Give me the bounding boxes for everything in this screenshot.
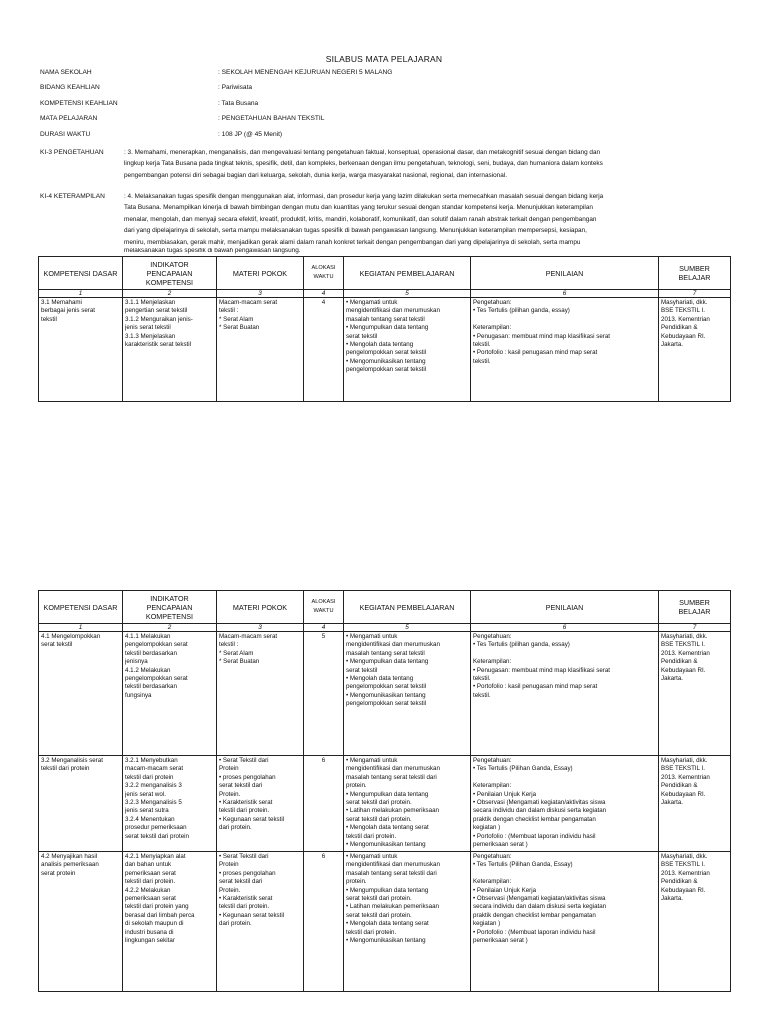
cell-line: • Tes Tertulis (pilihan ganda, essay) (473, 641, 570, 649)
cell-line: Kebudayaan RI. (661, 790, 706, 798)
cell-line: • Tes Tertulis (Pilihan Ganda, Essay) (473, 765, 573, 773)
cell-line: * Serat Alam (219, 315, 254, 323)
cell-line: masalah tentang serat tekstil dari (346, 869, 437, 877)
cell-sumber-belajar (659, 756, 731, 852)
cell-line: Masyhariati, dkk. (661, 757, 708, 764)
cell-line: • Tes Tertulis (pilihan ganda, essay) (473, 307, 570, 315)
ki3-line: lingkup kerja Tata Busana pada tingkat teknis, spesifik, detil, dan kompleks, berkenaan dengan ilmu pengetahuan, teknologi, seni, budaya, dan humaniora dalam konteks (124, 160, 603, 168)
cell-line: • Karakteristik serat (219, 799, 273, 807)
cell-alokasi-waktu: 6 (304, 852, 344, 992)
syllabus-table-2 (38, 590, 731, 992)
cell-line: di sekolah maupun di (125, 920, 184, 928)
cell-line: pengelompokkan serat (125, 675, 188, 683)
cell-penilaian (471, 298, 659, 402)
cell-line: mengidentifikasi dan merumuskan (346, 307, 440, 315)
meta-label-subject: MATA PELAJARAN (40, 115, 98, 122)
cell-line: Pendidikan & (661, 324, 698, 332)
cell-line: Macam-macam serat (219, 299, 278, 306)
cell-line: dari protein. (219, 824, 252, 832)
cell-line: 3.2.4 Menentukan (125, 815, 175, 823)
cell-line: Pengetahuan: (473, 299, 512, 306)
cell-line: tekstil dari protein. (219, 807, 270, 815)
cell-line: 4.2.2 Melakukan (125, 886, 171, 894)
cell-line: • Penugasan: membuat mind map klasifikasi serat (473, 332, 610, 340)
cell-line: BSE TEKSTIL I. (661, 307, 706, 315)
column-number: 4 (304, 624, 344, 632)
column-number: 1 (39, 290, 123, 298)
cell-line: fungsinya (125, 691, 152, 699)
cell-line: • Mengumpulkan data tentang (346, 886, 429, 894)
cell-line: Jakarta. (661, 341, 684, 349)
column-number: 7 (659, 290, 731, 298)
meta-value-subject: : PENGETAHUAN BAHAN TEKSTIL (218, 115, 325, 122)
cell-alokasi-waktu: 5 (304, 632, 344, 756)
cell-line: • Portofolio : kasil penugasan mind map serat (473, 683, 598, 691)
cell-materi-pokok (217, 632, 304, 756)
cell-line: 2013. Kementrian (661, 315, 710, 323)
header-materi-pokok: MATERI POKOK (217, 257, 304, 290)
cell-line: • proses pengolahan (219, 869, 276, 877)
header-indikator-line: INDIKATOR (150, 593, 189, 603)
cell-line: Keterampilan: (473, 782, 512, 790)
cell-sumber-belajar (659, 298, 731, 402)
column-number: 3 (217, 290, 304, 298)
meta-value-school: : SEKOLAH MENENGAH KEJURUAN NEGERI 5 MALANG (218, 69, 393, 76)
cell-line: tekstil berdasarkan (125, 649, 177, 657)
cell-materi-pokok (217, 852, 304, 992)
ki4-text (124, 191, 728, 254)
cell-line: • Mengumpulkan data tentang (346, 658, 429, 666)
cell-line: Jakarta. (661, 675, 684, 683)
header-indikator-line: KOMPETENSI (145, 277, 194, 287)
cell-line: • Mengamati untuk (346, 633, 398, 640)
cell-line: Kebudayaan RI. (661, 666, 706, 674)
cell-line: • Mengomunikasikan tentang (346, 691, 426, 699)
cell-line: Macam-macam serat (219, 633, 278, 640)
cell-line: serat tekstil dari (219, 782, 263, 790)
header-indikator-line: KOMPETENSI (145, 611, 194, 621)
header-indikator-line: PENCAPAIAN (146, 268, 193, 278)
ki4-line: melaksanakan tugas spesifik di bawah pengawasan langsung. (124, 248, 301, 255)
cell-line: • Mengumpulkan data tentang (346, 790, 429, 798)
cell-line (473, 870, 656, 878)
cell-line: Keterampilan: (473, 878, 512, 886)
header-indikator-line: PENCAPAIAN (146, 602, 193, 612)
header-penilaian: PENILAIAN (471, 257, 659, 290)
cell-kegiatan (344, 298, 471, 402)
cell-line: serat tekstil (346, 332, 378, 340)
ki4-line: meniru, membiasakan, gerak mahir, menjadikan gerak alami dalam ranah konkret terkait dengan pengembangan dari yang dipelajarinya di sekolah, serta mampu (124, 238, 581, 246)
cell-line: pemeriksaan serat ) (473, 937, 528, 945)
cell-line: masalah tentang serat tekstil dari (346, 773, 437, 781)
cell-line: • Penugasan: membuat mind map klasifikasi serat (473, 666, 610, 674)
cell-line: analisis pemeriksaan (41, 861, 99, 869)
cell-line: • Observasi (Mengamati kegiatan/aktivitas siswa (473, 895, 606, 903)
cell-line: tekstil. (473, 341, 491, 349)
header-kompetensi-dasar: KOMPETENSI DASAR (39, 257, 123, 290)
column-number: 6 (471, 624, 659, 632)
cell-line: Jakarta. (661, 799, 684, 807)
document-title: SILABUS MATA PELAJARAN (325, 54, 443, 64)
cell-line: 4.1.2 Melakukan (125, 666, 171, 674)
cell-line: • Mengomunikasikan tentang (346, 841, 426, 849)
cell-line: • Penilaian Unjuk Kerja (473, 790, 537, 798)
ki4-label: KI-4 KETERAMPILAN (40, 193, 105, 200)
cell-kegiatan (344, 756, 471, 852)
cell-line: secara individu dan dalam diskusi serta kegiatan (473, 903, 607, 911)
cell-line: serat tekstil dari protein. (346, 911, 412, 919)
cell-line: pengelompokkan serat tekstil (346, 700, 427, 708)
cell-line: 3.1.1 Menjelaskan (125, 299, 176, 306)
cell-line: • Mengamati untuk (346, 757, 398, 764)
cell-kompetensi-dasar (39, 298, 123, 402)
header-sumber-belajar (659, 257, 731, 290)
cell-line: • Karakteristik serat (219, 895, 273, 903)
cell-line: 4.1 Mengelompokkan (41, 633, 101, 640)
cell-line: • Latihan melakukan pemeriksaan (346, 807, 439, 815)
cell-line: Kebudayaan RI. (661, 886, 706, 894)
cell-line: tekstil dari protein (41, 765, 90, 773)
table-row (39, 298, 731, 402)
cell-line: • Mengolah data tentang serat (346, 920, 429, 928)
cell-line: berbagai jenis serat (41, 307, 96, 315)
cell-line: serat tekstil (346, 666, 378, 674)
cell-line: mengidentifikasi dan merumuskan (346, 641, 440, 649)
cell-line: praktik dengan checklist lembar pengamatan (473, 911, 596, 919)
cell-line: * Serat Alam (219, 649, 254, 657)
cell-line: tekstil dari protein. (125, 878, 176, 886)
ki4-line: Tata Busana. Menampilkan kinerja di bawah bimbingan dengan mutu dan kuantitas yang terukur sesuai dengan standar kompetensi kerja. Menunjukkan keterampilan (124, 204, 593, 212)
cell-line: Pendidikan & (661, 658, 698, 666)
cell-line: masalah tentang serat tekstil (346, 649, 425, 657)
cell-line: 3.2.3 Menganalisis 5 (125, 799, 182, 807)
cell-line: pengelompokkan serat tekstil (346, 349, 427, 357)
cell-sumber-belajar (659, 632, 731, 756)
cell-line: • Observasi (Mengamati kegiatan/aktivitas siswa (473, 799, 606, 807)
ki4-line: dari yang dipelajarinya di sekolah, serta mampu melaksanakan tugas spesifik di bawah pengawasan langsung. Menunjukkan keterampilan mempersepsi, kesiapan, (124, 227, 587, 235)
cell-line: 3.1 Memahami (41, 299, 82, 306)
header-alokasi-line: ALOKASI (311, 599, 336, 605)
cell-line: 4.2.1 Menyiapkan alat (125, 853, 186, 860)
cell-line: tekstil dari protein (125, 773, 174, 781)
cell-line: Keterampilan: (473, 658, 512, 666)
cell-line: serat tekstil dari protein. (346, 895, 412, 903)
cell-materi-pokok (217, 298, 304, 402)
cell-line: tekstil. (473, 357, 491, 365)
cell-line: Masyhariati, dkk. (661, 853, 708, 860)
syllabus-table-1 (38, 256, 731, 402)
cell-line: tekstil dari protein yang (125, 903, 189, 911)
cell-indikator (123, 756, 217, 852)
cell-line: Protein (219, 765, 239, 773)
ki4-line: menalar, mengolah, dan menyaji secara efektif, kreatif, produktif, kritis, mandiri, kolaboratif, komunikatif, dan solutif dalam ranah abstrak terkait dengan pengembangan (124, 215, 597, 223)
cell-line: serat protein (41, 869, 76, 877)
column-number: 5 (344, 624, 471, 632)
cell-line: pengelompokkan serat tekstil (346, 683, 427, 691)
cell-indikator (123, 852, 217, 992)
cell-line: 4.1.1 Melakukan (125, 633, 171, 640)
cell-line: tekstil : (219, 307, 239, 315)
cell-line: karakteristik serat tekstil (125, 341, 192, 349)
cell-indikator (123, 298, 217, 402)
table-row (39, 756, 731, 852)
ki3-text (124, 147, 728, 181)
column-number: 6 (471, 290, 659, 298)
cell-line: Protein. (219, 790, 241, 798)
cell-line: tekstil dari protein. (219, 903, 270, 911)
cell-line: Jakarta. (661, 895, 684, 903)
cell-line: Pengetahuan: (473, 757, 512, 764)
cell-line: kegiatan ) (473, 920, 501, 928)
cell-line: • Mengamati untuk (346, 853, 398, 860)
cell-line: lingkungan sekitar (125, 937, 175, 945)
cell-line: secara individu dan dalam diskusi serta kegiatan (473, 807, 607, 815)
cell-line: dan bahan untuk (125, 861, 172, 869)
cell-line: pengelompokkan serat (125, 641, 188, 649)
header-alokasi-line: ALOKASI (311, 265, 336, 271)
cell-line: Pendidikan & (661, 782, 698, 790)
cell-kegiatan (344, 632, 471, 756)
cell-alokasi-waktu: 6 (304, 756, 344, 852)
cell-line: • Mengomunikasikan tentang (346, 937, 426, 945)
table-row (39, 852, 731, 992)
cell-line: 3.1.3 Menjelaskan (125, 332, 176, 340)
cell-line: prosedur pemeriksaan (125, 824, 187, 832)
ki3-line: : 3. Memahami, menerapkan, menganalisis, dan mengevaluasi tentang pengetahuan faktual, konseptual, operasional dasar, dan metakognitif sesuai dengan bidang dan (124, 149, 601, 156)
cell-line: • Mengolah data tentang (346, 675, 414, 683)
column-number: 1 (39, 624, 123, 632)
cell-line: * Serat Buatan (219, 658, 260, 666)
cell-line: praktik dengan checklist lembar pengamatan (473, 815, 596, 823)
cell-line: jenisnya (125, 658, 148, 666)
cell-line: dari protein. (219, 920, 252, 928)
cell-line: BSE TEKSTIL I. (661, 765, 706, 773)
cell-line: Protein. (219, 886, 241, 894)
column-number: 7 (659, 624, 731, 632)
cell-line: Masyhariati, dkk. (661, 633, 708, 640)
cell-line: pengertian serat tekstil (125, 307, 188, 315)
cell-line: Masyhariati, dkk. (661, 299, 708, 306)
cell-kompetensi-dasar (39, 632, 123, 756)
cell-line (473, 316, 656, 324)
cell-line: serat tekstil dari (219, 878, 263, 886)
cell-line: • Mengolah data tentang serat (346, 824, 429, 832)
cell-line: • Serat Tekstil dari (219, 757, 269, 764)
cell-line (473, 774, 656, 782)
header-sumber-line: BELAJAR (678, 273, 711, 282)
cell-line: protein. (346, 782, 367, 790)
cell-line: protein. (346, 878, 367, 886)
meta-label-field: BIDANG KEAHLIAN (40, 84, 100, 91)
cell-line: • Tes Tertulis (Pilihan Ganda, Essay) (473, 861, 573, 869)
cell-line: pengelompokkan serat tekstil (346, 366, 427, 374)
cell-line: 3.2 Menganalisis serat (41, 757, 103, 764)
cell-line: berasal dari limbah perca (125, 911, 195, 919)
meta-value-duration: : 108 JP (@ 45 Menit) (218, 131, 283, 138)
cell-line: BSE TEKSTIL I. (661, 861, 706, 869)
cell-line: serat tekstil dari protein. (346, 815, 412, 823)
header-alokasi-waktu (304, 591, 344, 624)
cell-penilaian (471, 852, 659, 992)
cell-line: tekstil berdasarkan (125, 683, 177, 691)
cell-line: tekstil (41, 315, 57, 323)
header-indikator-line: INDIKATOR (150, 259, 189, 269)
header-kompetensi-dasar: KOMPETENSI DASAR (39, 591, 123, 624)
table-header-row (39, 591, 731, 624)
cell-line: 2013. Kementrian (661, 773, 710, 781)
table-header-row (39, 257, 731, 290)
cell-line: tekstil. (473, 675, 491, 683)
ki3-label: KI-3 PENGETAHUAN (40, 149, 104, 156)
cell-line: macam-macam serat (125, 765, 184, 773)
cell-line: Protein (219, 861, 239, 869)
cell-line: tekstil dari protein. (346, 928, 397, 936)
cell-line: tekstil. (473, 691, 491, 699)
cell-line: jenis serat sutra (125, 807, 169, 815)
column-number: 2 (123, 624, 217, 632)
cell-line: kegiatan ) (473, 824, 501, 832)
header-indikator (123, 257, 217, 290)
meta-label-school: NAMA SEKOLAH (40, 69, 92, 76)
cell-line: Pengetahuan: (473, 853, 512, 860)
header-alokasi-line: WAKTU (313, 274, 334, 280)
meta-label-duration: DURASI WAKTU (40, 131, 91, 138)
meta-value-field: : Pariwisata (218, 84, 253, 91)
header-sumber-line: BELAJAR (678, 607, 711, 616)
cell-line: BSE TEKSTIL I. (661, 641, 706, 649)
cell-materi-pokok (217, 756, 304, 852)
cell-line: tekstil dari protein. (346, 832, 397, 840)
cell-line: 4.2 Menyajikan hasil (41, 853, 98, 860)
cell-penilaian (471, 632, 659, 756)
cell-line: * Serat Buatan (219, 324, 260, 332)
header-sumber-belajar (659, 591, 731, 624)
ki3-line: pengembangan potensi diri sebagai bagian dari keluarga, sekolah, dunia kerja, warga masyarakat nasional, regional, dan internasional. (124, 171, 507, 179)
cell-line: • Kegunaan serat tekstil (219, 911, 285, 919)
cell-line: masalah tentang serat tekstil (346, 315, 425, 323)
cell-indikator (123, 632, 217, 756)
cell-line: 2013. Kementrian (661, 649, 710, 657)
cell-line (473, 650, 656, 658)
cell-line: • Portofolio : (Membuat laporan individu hasil (473, 832, 596, 840)
cell-line: tekstil : (219, 641, 239, 649)
header-sumber-line: SUMBER (679, 598, 710, 607)
cell-line: pemeriksaan serat ) (473, 841, 528, 849)
cell-line: Keterampilan: (473, 324, 512, 332)
cell-line: 3.1.2 Menguraikan jenis- (125, 315, 193, 323)
cell-line: mengidentifikasi dan merumuskan (346, 861, 440, 869)
cell-line: • Mengamati untuk (346, 299, 398, 306)
table-row (39, 632, 731, 756)
cell-line: Pengetahuan: (473, 633, 512, 640)
cell-line: mengidentifikasi dan merumuskan (346, 765, 440, 773)
cell-line: • Serat Tekstil dari (219, 853, 269, 860)
cell-line: Kebudayaan RI. (661, 332, 706, 340)
column-number: 3 (217, 624, 304, 632)
header-materi-pokok: MATERI POKOK (217, 591, 304, 624)
cell-line: pemeriksaan serat (125, 869, 176, 877)
cell-sumber-belajar (659, 852, 731, 992)
cell-line: • Mengomunikasikan tentang (346, 357, 426, 365)
column-number: 5 (344, 290, 471, 298)
cell-penilaian (471, 756, 659, 852)
cell-line: • Latihan melakukan pemeriksaan (346, 903, 439, 911)
cell-line: serat tekstil (41, 641, 73, 649)
header-indikator (123, 591, 217, 624)
header-alokasi-waktu (304, 257, 344, 290)
cell-line: • Mengolah data tentang (346, 341, 414, 349)
column-number-row (39, 624, 731, 632)
cell-line: 3.2.1 Menyebutkan (125, 757, 178, 764)
cell-line: • Portofolio : kasil penugasan mind map serat (473, 349, 598, 357)
cell-line: • proses pengolahan (219, 773, 276, 781)
header-sumber-line: SUMBER (679, 264, 710, 273)
header-kegiatan: KEGIATAN PEMBELAJARAN (344, 257, 471, 290)
cell-line: pemeriksaan serat (125, 895, 176, 903)
column-number-row (39, 290, 731, 298)
cell-line: • Kegunaan serat tekstil (219, 815, 285, 823)
header-kegiatan: KEGIATAN PEMBELAJARAN (344, 591, 471, 624)
cell-line: serat tekstil dari protein. (346, 799, 412, 807)
cell-line: 2013. Kementrian (661, 869, 710, 877)
cell-line: jenis serat wol. (125, 790, 166, 798)
cell-kompetensi-dasar (39, 852, 123, 992)
cell-kegiatan (344, 852, 471, 992)
cell-line: industri busana di (125, 928, 174, 936)
column-number: 2 (123, 290, 217, 298)
column-number: 4 (304, 290, 344, 298)
header-penilaian: PENILAIAN (471, 591, 659, 624)
header-alokasi-line: WAKTU (313, 608, 334, 614)
cell-line: • Penilaian Unjuk Kerja (473, 886, 537, 894)
cell-line: • Mengumpulkan data tentang (346, 324, 429, 332)
ki4-line: : 4. Melaksanakan tugas spesifik dengan menggunakan alat, informasi, dan prosedur kerja yang lazim dilakukan serta memecahkan masalah sesuai dengan bidang kerja (124, 193, 604, 200)
cell-line: Pendidikan & (661, 878, 698, 886)
cell-line: serat tekstil dari protein (125, 832, 189, 840)
cell-line: • Portofolio : (Membuat laporan individu hasil (473, 928, 596, 936)
cell-line: jenis serat tekstil (125, 324, 171, 332)
cell-alokasi-waktu: 4 (304, 298, 344, 402)
meta-label-competency: KOMPETENSI KEAHLIAN (40, 100, 118, 107)
cell-line: 3.2.2 menganalisis 3 (125, 782, 182, 790)
meta-value-competency: : Tata Busana (218, 100, 259, 107)
cell-kompetensi-dasar (39, 756, 123, 852)
